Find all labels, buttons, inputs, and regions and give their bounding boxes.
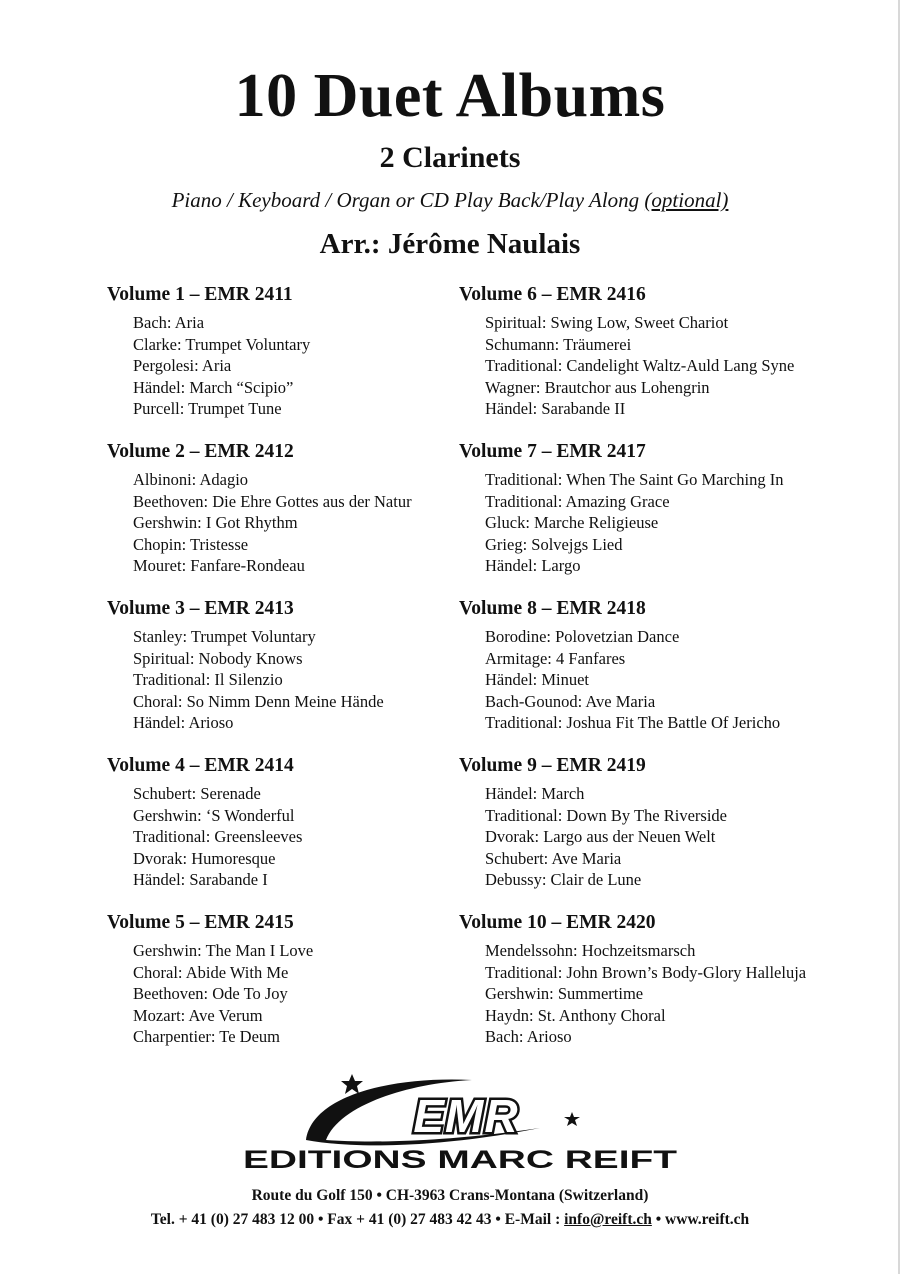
volume-section [107, 597, 452, 754]
piece-item: Traditional: Joshua Fit The Battle Of Jericho [485, 713, 781, 733]
star-icon [341, 1074, 363, 1094]
piece-item: Schumann: Träumerei [485, 334, 632, 354]
piece-item: Traditional: Down By The Riverside [485, 805, 727, 825]
volume-column-right [459, 283, 889, 1068]
piece-item: Spiritual: Nobody Knows [133, 648, 303, 668]
piece-item: Händel: Largo [485, 556, 581, 576]
volume-section [107, 754, 452, 911]
emr-logo [240, 1072, 680, 1176]
optional-note: (optional) [644, 188, 729, 212]
piece-list [133, 783, 452, 891]
piece-list [133, 312, 452, 420]
volume-heading: Volume 8 – EMR 2418 [459, 598, 646, 619]
piece-item: Charpentier: Te Deum [133, 1027, 280, 1047]
piece-item: Mozart: Ave Verum [133, 1005, 263, 1025]
piece-item: Pergolesi: Aria [133, 356, 232, 376]
piece-item: Haydn: St. Anthony Choral [485, 1005, 666, 1025]
piece-item: Dvorak: Largo aus der Neuen Welt [485, 827, 716, 847]
volume-section [107, 911, 452, 1068]
piece-item: Händel: Minuet [485, 670, 590, 690]
piece-item: Traditional: Greensleeves [133, 827, 303, 847]
piece-item: Wagner: Brautchor aus Lohengrin [485, 377, 710, 397]
piece-item: Schubert: Ave Maria [485, 848, 622, 868]
email-link[interactable]: info@reift.ch [564, 1211, 652, 1228]
volume-heading: Volume 3 – EMR 2413 [107, 598, 294, 619]
website-text: • www.reift.ch [651, 1211, 750, 1228]
piece-item: Händel: Arioso [133, 713, 234, 733]
piece-item: Choral: Abide With Me [133, 962, 289, 982]
piece-item: Choral: So Nimm Denn Meine Hände [133, 691, 384, 711]
piece-item: Beethoven: Ode To Joy [133, 984, 288, 1004]
volume-section [459, 440, 889, 597]
arranger-line: Arr.: Jérôme Naulais [319, 228, 581, 260]
piece-item: Gershwin: ‘S Wonderful [133, 805, 295, 825]
piece-list [485, 626, 889, 734]
piece-item: Purcell: Trumpet Tune [133, 399, 282, 419]
piece-item: Händel: Sarabande II [485, 399, 626, 419]
piece-item: Händel: March “Scipio” [133, 377, 294, 397]
volume-column-left [107, 283, 452, 1068]
contact-line [0, 1210, 900, 1230]
piece-item: Dvorak: Humoresque [133, 848, 276, 868]
volume-section [107, 440, 452, 597]
piece-item: Mouret: Fanfare-Rondeau [133, 556, 305, 576]
piece-item: Gluck: Marche Religieuse [485, 513, 659, 533]
page-title: 10 Duet Albums [234, 62, 666, 130]
piece-item: Gershwin: I Got Rhythm [133, 513, 298, 533]
piece-item: Händel: Sarabande I [133, 870, 268, 890]
piece-item: Chopin: Tristesse [133, 534, 249, 554]
piece-list [485, 312, 889, 420]
piece-list [133, 626, 452, 734]
piece-item: Armitage: 4 Fanfares [485, 648, 626, 668]
piece-item: Traditional: John Brown’s Body-Glory Halleluja [485, 962, 807, 982]
piece-item: Bach: Arioso [485, 1027, 572, 1047]
volume-heading: Volume 9 – EMR 2419 [459, 755, 646, 776]
volume-heading: Volume 2 – EMR 2412 [107, 441, 294, 462]
instrumentation-line [0, 186, 900, 214]
piece-item: Gershwin: Summertime [485, 984, 644, 1004]
piece-list [485, 469, 889, 577]
volume-heading: Volume 7 – EMR 2417 [459, 441, 646, 462]
volume-section [459, 283, 889, 440]
volume-heading: Volume 1 – EMR 2411 [107, 284, 293, 305]
piece-item: Bach: Aria [133, 313, 205, 332]
piece-item: Grieg: Solvejgs Lied [485, 534, 623, 554]
volume-heading: Volume 4 – EMR 2414 [107, 755, 294, 776]
piece-item: Traditional: Candelight Waltz-Auld Lang Syne [485, 356, 795, 376]
piece-item: Stanley: Trumpet Voluntary [133, 627, 316, 646]
piece-list [133, 940, 452, 1048]
piece-item: Beethoven: Die Ehre Gottes aus der Natur [133, 491, 412, 511]
star-icon [564, 1112, 580, 1126]
piece-item: Spiritual: Swing Low, Sweet Chariot [485, 313, 729, 332]
volume-heading: Volume 10 – EMR 2420 [459, 912, 656, 933]
piece-item: Traditional: Amazing Grace [485, 491, 670, 511]
piece-item: Händel: March [485, 784, 585, 803]
phone-fax-text: Tel. + 41 (0) 27 483 12 00 • Fax + 41 (0) 27 483 42 43 • E-Mail : [150, 1211, 565, 1228]
piece-item: Schubert: Serenade [133, 784, 261, 803]
piece-item: Clarke: Trumpet Voluntary [133, 334, 311, 354]
piece-item: Gershwin: The Man I Love [133, 941, 314, 960]
piece-item: Mendelssohn: Hochzeitsmarsch [485, 941, 696, 960]
instrumentation-text: Piano / Keyboard / Organ or CD Play Back/Play Along [171, 188, 640, 212]
piece-item: Traditional: When The Saint Go Marching In [485, 470, 784, 489]
emr-wordmark: EDITIONS MARC REIFT [243, 1146, 677, 1174]
piece-item: Traditional: Il Silenzio [133, 670, 283, 690]
volume-section [459, 597, 889, 754]
volume-heading: Volume 5 – EMR 2415 [107, 912, 294, 933]
page-subtitle: 2 Clarinets [379, 141, 521, 174]
address-line: Route du Golf 150 • CH-3963 Crans-Montana (Switzerland) [251, 1187, 649, 1204]
piece-list [133, 469, 452, 577]
piece-list [485, 783, 889, 891]
piece-list [485, 940, 889, 1048]
volume-section [107, 283, 452, 440]
piece-item: Borodine: Polovetzian Dance [485, 627, 680, 646]
emr-mark: EMR [413, 1090, 519, 1142]
piece-item: Debussy: Clair de Lune [485, 870, 642, 890]
piece-item: Bach-Gounod: Ave Maria [485, 691, 656, 711]
volume-section [459, 911, 889, 1068]
volume-heading: Volume 6 – EMR 2416 [459, 284, 646, 305]
piece-item: Albinoni: Adagio [133, 470, 249, 489]
volume-section [459, 754, 889, 911]
